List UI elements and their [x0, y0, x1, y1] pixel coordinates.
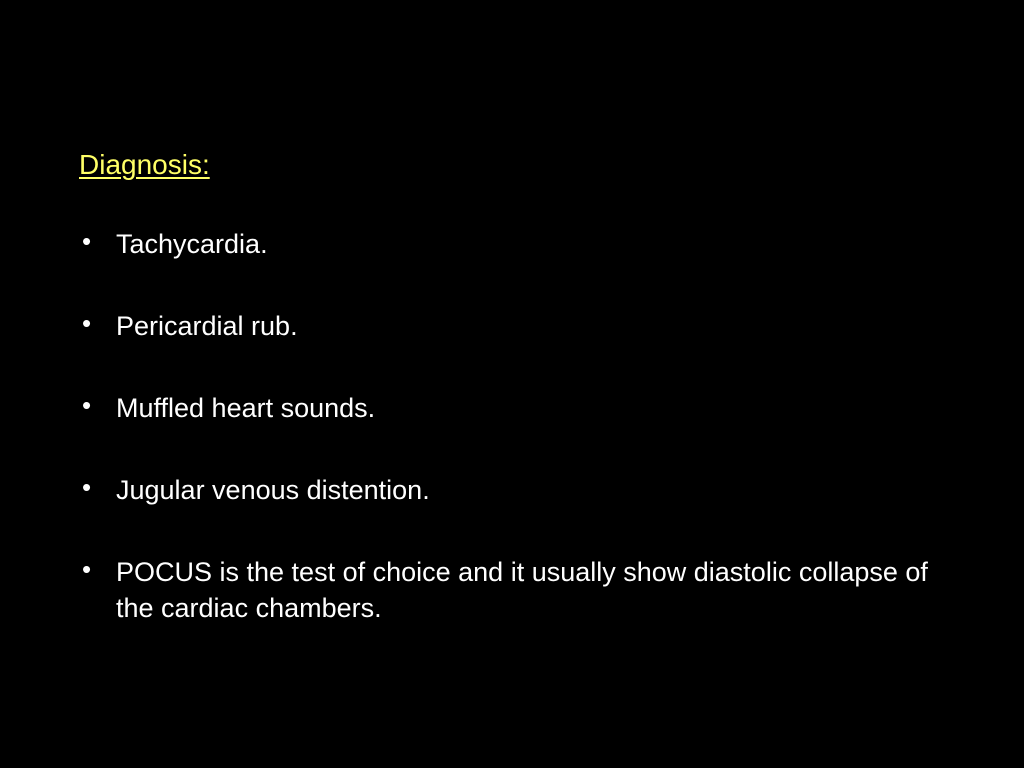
bullet-icon: •: [82, 554, 92, 584]
bullet-icon: •: [82, 226, 92, 256]
bullet-item-tachycardia: [79, 226, 959, 262]
bullet-item-pocus: [79, 554, 959, 626]
bullet-text: Pericardial rub.: [116, 311, 298, 341]
bullet-text: POCUS is the test of choice and it usually show diastolic collapse of the cardiac chambers.: [116, 557, 928, 623]
bullet-text: Tachycardia.: [116, 229, 268, 259]
slide-heading: Diagnosis:: [79, 149, 210, 180]
bullet-item-muffled-heart-sounds: [79, 390, 959, 426]
bullet-list: [79, 226, 959, 672]
bullet-item-pericardial-rub: [79, 308, 959, 344]
bullet-text: Muffled heart sounds.: [116, 393, 376, 423]
bullet-icon: •: [82, 390, 92, 420]
bullet-item-jugular-venous-distention: [79, 472, 959, 508]
bullet-icon: •: [82, 472, 92, 502]
bullet-text: Jugular venous distention.: [116, 475, 430, 505]
bullet-icon: •: [82, 308, 92, 338]
